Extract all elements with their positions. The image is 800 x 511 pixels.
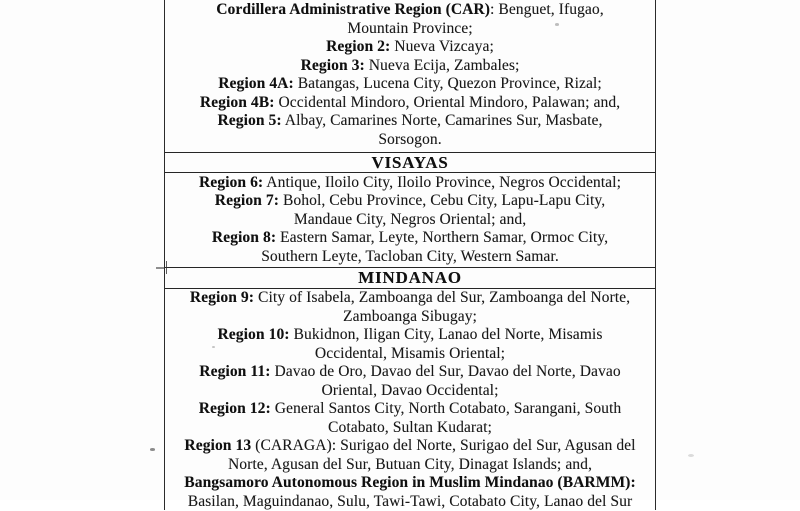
region-entry-line: Cordillera Administrative Region (CAR): Benguet, Ifugao,	[216, 1, 604, 18]
region-entry-line: Region 2: Nueva Vizcaya;	[326, 38, 494, 55]
region-entry-line: Region 11: Davao de Oro, Davao del Sur, Davao del Norte, Davao	[199, 363, 621, 381]
section-visayas	[165, 173, 655, 267]
region-label: Region 5:	[217, 112, 282, 129]
region-entry-line: Region 10: Bukidnon, Iligan City, Lanao del Norte, Misamis	[217, 326, 603, 344]
region-entry-line: Mountain Province;	[347, 19, 473, 37]
region-label: Region 6:	[199, 173, 264, 191]
section-header-mindanao: MINDANAO	[165, 267, 655, 289]
registration-tick-icon	[156, 267, 165, 269]
region-entry-line: Region 8: Eastern Samar, Leyte, Northern Samar, Ormoc City,	[211, 229, 609, 247]
region-label: Region 7:	[214, 192, 279, 210]
scan-speck	[688, 454, 694, 457]
region-entry	[168, 363, 652, 400]
region-entry	[168, 1, 652, 38]
region-label: Region 9:	[189, 289, 255, 307]
region-entry-line: Sorsogon.	[378, 130, 442, 148]
region-label: Region 13	[184, 437, 252, 455]
region-label: Cordillera Administrative Region (CAR)	[216, 1, 490, 18]
region-entry	[168, 94, 652, 113]
region-entry	[168, 57, 652, 76]
region-entry	[168, 289, 652, 326]
region-label: Region 12:	[198, 400, 271, 418]
region-entry	[168, 437, 652, 474]
region-entry-line: Region 3: Nueva Ecija, Zambales;	[300, 56, 520, 74]
registration-tick-icon	[166, 261, 168, 274]
region-label: Bangsamoro Autonomous Region in Muslim Mindanao (BARMM):	[184, 474, 636, 492]
region-entry-line: Mandaue City, Negros Oriental; and,	[293, 210, 527, 228]
region-entry-line: Region 5: Albay, Camarines Norte, Camarines Sur, Masbate,	[217, 112, 603, 129]
regions-table	[164, 0, 656, 510]
region-entry-line: Occidental, Misamis Oriental;	[314, 344, 506, 362]
region-entry	[168, 326, 652, 363]
region-label: Region 3:	[300, 56, 365, 74]
scan-speck	[150, 448, 155, 451]
region-label: Region 4B:	[199, 93, 275, 111]
region-entry-line: Southern Leyte, Tacloban City, Western Samar.	[261, 247, 559, 265]
region-label: Region 8:	[211, 229, 277, 247]
region-entry	[168, 38, 652, 57]
region-entry-line: Region 4A: Batangas, Lucena City, Quezon Province, Rizal;	[218, 75, 602, 92]
region-entry-line	[168, 474, 652, 493]
region-entry-line: Region 7: Bohol, Cebu Province, Cebu City, Lapu-Lapu City,	[214, 192, 606, 210]
region-entry	[168, 112, 652, 149]
region-label: Region 11:	[199, 363, 271, 381]
region-entry-line: Region 9: City of Isabela, Zamboanga del Sur, Zamboanga del Norte,	[189, 289, 631, 307]
region-entry-line: Basilan, Maguindanao, Sulu, Tawi-Tawi, Cotabato City, Lanao del Sur	[187, 492, 633, 510]
region-entry-line: Norte, Agusan del Sur, Butuan City, Dinagat Islands; and,	[228, 455, 592, 473]
region-entry	[168, 75, 652, 94]
region-entry	[168, 400, 652, 437]
region-entry-line: Region 12: General Santos City, North Cotabato, Sarangani, South	[198, 400, 622, 418]
scan-speck	[555, 23, 559, 26]
region-label: Region 2:	[326, 38, 391, 55]
region-label: Region 4A:	[218, 75, 294, 92]
region-entry-line: Oriental, Davao Occidental;	[321, 381, 499, 399]
section-mindanao	[165, 289, 655, 511]
region-entry	[168, 474, 652, 511]
region-label: Region 10:	[217, 326, 290, 344]
region-entry	[168, 174, 652, 193]
region-entry-line: Region 13 (CARAGA): Surigao del Norte, Surigao del Sur, Agusan del	[184, 437, 636, 455]
section-header-visayas: VISAYAS	[165, 152, 655, 174]
region-entry	[168, 229, 652, 266]
region-entry-line: Region 4B: Occidental Mindoro, Oriental Mindoro, Palawan; and,	[199, 93, 621, 111]
section-luzon-partial	[165, 0, 655, 152]
region-entry	[168, 192, 652, 229]
region-entry-line: Region 6: Antique, Iloilo City, Iloilo Province, Negros Occidental;	[199, 173, 621, 191]
scan-speck	[212, 346, 215, 348]
region-entry-line: Cotabato, Sultan Kudarat;	[328, 418, 492, 436]
region-entry-line: Zamboanga Sibugay;	[343, 307, 477, 325]
